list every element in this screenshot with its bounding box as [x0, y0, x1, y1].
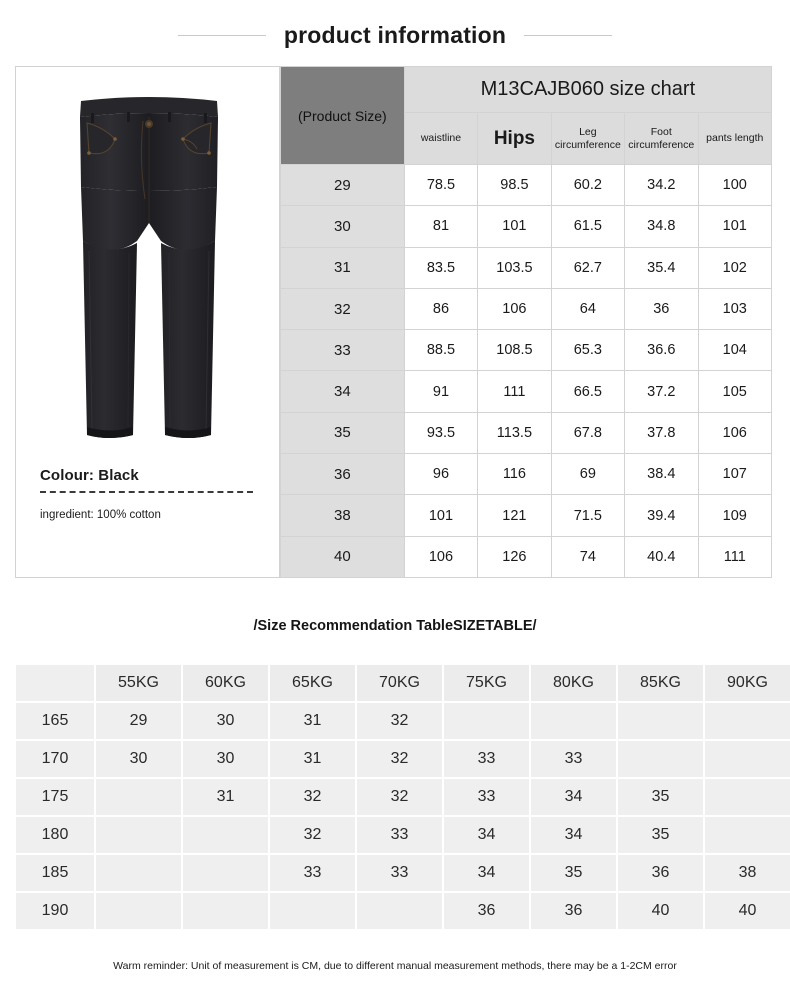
recommended-size-cell [705, 703, 790, 739]
column-header-waistline: waistline [404, 113, 477, 165]
measurement-cell: 111 [698, 536, 772, 577]
measurement-cell: 100 [698, 165, 772, 206]
recommendation-row [16, 741, 790, 777]
recommended-size-cell: 40 [618, 893, 703, 929]
column-header-pants-length: pants length [698, 113, 772, 165]
product-panel [15, 66, 280, 578]
height-row-header: 190 [16, 893, 94, 929]
weight-column-header: 90KG [705, 665, 790, 701]
size-chart-row [281, 330, 772, 371]
product-image [16, 73, 281, 465]
jeans-illustration [65, 91, 233, 447]
recommended-size-cell: 33 [357, 817, 442, 853]
measurement-cell: 121 [478, 495, 551, 536]
column-header-leg-circumference: Leg circumference [551, 113, 624, 165]
recommended-size-cell: 31 [270, 741, 355, 777]
recommended-size-cell [618, 703, 703, 739]
measurement-cell: 37.8 [625, 412, 698, 453]
measurement-cell: 74 [551, 536, 624, 577]
measurement-cell: 66.5 [551, 371, 624, 412]
weight-column-header: 75KG [444, 665, 529, 701]
recommended-size-cell: 36 [618, 855, 703, 891]
weight-column-header: 55KG [96, 665, 181, 701]
measurement-cell: 39.4 [625, 495, 698, 536]
recommended-size-cell [183, 855, 268, 891]
recommended-size-cell: 34 [531, 817, 616, 853]
size-recommendation-table [14, 663, 790, 931]
recommended-size-cell [357, 893, 442, 929]
measurement-cell: 98.5 [478, 165, 551, 206]
recommended-size-cell [96, 855, 181, 891]
measurement-cell: 91 [404, 371, 477, 412]
measurement-cell: 62.7 [551, 247, 624, 288]
measurement-cell: 103 [698, 288, 772, 329]
size-cell: 38 [281, 495, 405, 536]
footer-note: Warm reminder: Unit of measurement is CM, due to different manual measurement methods, there may be a 1-2CM error [113, 960, 677, 972]
recommended-size-cell [96, 893, 181, 929]
size-cell: 29 [281, 165, 405, 206]
recommendation-row [16, 855, 790, 891]
product-size-header: (Product Size) [281, 67, 405, 165]
recommended-size-cell: 38 [705, 855, 790, 891]
recommended-size-cell [531, 703, 616, 739]
size-chart-row [281, 412, 772, 453]
height-row-header: 165 [16, 703, 94, 739]
recommendation-corner-cell [16, 665, 94, 701]
recommended-size-cell [618, 741, 703, 777]
measurement-cell: 61.5 [551, 206, 624, 247]
measurement-cell: 126 [478, 536, 551, 577]
measurement-cell: 103.5 [478, 247, 551, 288]
recommended-size-cell: 32 [357, 741, 442, 777]
size-cell: 40 [281, 536, 405, 577]
product-colour-label: Colour: Black [40, 467, 139, 484]
recommended-size-cell: 33 [444, 779, 529, 815]
weight-column-header: 60KG [183, 665, 268, 701]
recommended-size-cell: 32 [357, 703, 442, 739]
title-rule-right [524, 35, 612, 36]
measurement-cell: 105 [698, 371, 772, 412]
recommended-size-cell: 32 [270, 817, 355, 853]
size-cell: 31 [281, 247, 405, 288]
recommended-size-cell: 33 [444, 741, 529, 777]
measurement-cell: 106 [698, 412, 772, 453]
size-chart-title-row [281, 67, 772, 113]
measurement-cell: 116 [478, 454, 551, 495]
measurement-cell: 34.8 [625, 206, 698, 247]
recommended-size-cell: 31 [270, 703, 355, 739]
measurement-cell: 38.4 [625, 454, 698, 495]
measurement-cell: 101 [698, 206, 772, 247]
measurement-cell: 64 [551, 288, 624, 329]
recommended-size-cell [96, 817, 181, 853]
height-row-header: 185 [16, 855, 94, 891]
recommended-size-cell: 35 [531, 855, 616, 891]
size-chart-row [281, 536, 772, 577]
measurement-cell: 78.5 [404, 165, 477, 206]
measurement-cell: 83.5 [404, 247, 477, 288]
recommendation-section-title: /Size Recommendation TableSIZETABLE/ [253, 618, 537, 634]
measurement-cell: 113.5 [478, 412, 551, 453]
recommended-size-cell: 31 [183, 779, 268, 815]
page-title-row [0, 22, 790, 49]
measurement-cell: 35.4 [625, 247, 698, 288]
size-recommendation-body [16, 665, 790, 929]
size-chart-table [280, 66, 772, 578]
size-chart-row [281, 288, 772, 329]
measurement-cell: 101 [478, 206, 551, 247]
size-chart-row [281, 247, 772, 288]
column-header-hips: Hips [478, 113, 551, 165]
measurement-cell: 40.4 [625, 536, 698, 577]
size-chart-row [281, 165, 772, 206]
page-title: product information [283, 22, 507, 48]
weight-column-header: 80KG [531, 665, 616, 701]
size-cell: 33 [281, 330, 405, 371]
recommendation-row [16, 817, 790, 853]
height-row-header: 175 [16, 779, 94, 815]
measurement-cell: 111 [478, 371, 551, 412]
size-chart-body [281, 67, 772, 578]
size-cell: 34 [281, 371, 405, 412]
recommended-size-cell [270, 893, 355, 929]
recommended-size-cell: 36 [444, 893, 529, 929]
size-cell: 30 [281, 206, 405, 247]
size-cell: 32 [281, 288, 405, 329]
size-chart-row [281, 371, 772, 412]
measurement-cell: 88.5 [404, 330, 477, 371]
weight-column-header: 70KG [357, 665, 442, 701]
recommended-size-cell: 34 [531, 779, 616, 815]
height-row-header: 170 [16, 741, 94, 777]
recommendation-row [16, 893, 790, 929]
measurement-cell: 101 [404, 495, 477, 536]
recommended-size-cell: 29 [96, 703, 181, 739]
recommended-size-cell [183, 893, 268, 929]
recommended-size-cell: 32 [270, 779, 355, 815]
title-rule-left [178, 35, 266, 36]
recommended-size-cell: 34 [444, 817, 529, 853]
measurement-cell: 86 [404, 288, 477, 329]
height-row-header: 180 [16, 817, 94, 853]
measurement-cell: 60.2 [551, 165, 624, 206]
measurement-cell: 104 [698, 330, 772, 371]
size-chart-row [281, 495, 772, 536]
measurement-cell: 37.2 [625, 371, 698, 412]
recommendation-row [16, 703, 790, 739]
measurement-cell: 102 [698, 247, 772, 288]
weight-column-header: 85KG [618, 665, 703, 701]
product-divider [40, 491, 253, 493]
recommended-size-cell: 32 [357, 779, 442, 815]
recommended-size-cell: 34 [444, 855, 529, 891]
recommended-size-cell: 35 [618, 779, 703, 815]
size-chart-title: M13CAJB060 size chart [404, 67, 771, 113]
recommended-size-cell [96, 779, 181, 815]
recommended-size-cell [705, 779, 790, 815]
measurement-cell: 109 [698, 495, 772, 536]
recommendation-header-row [16, 665, 790, 701]
measurement-cell: 106 [404, 536, 477, 577]
recommended-size-cell: 33 [531, 741, 616, 777]
measurement-cell: 69 [551, 454, 624, 495]
measurement-cell: 107 [698, 454, 772, 495]
recommended-size-cell [444, 703, 529, 739]
measurement-cell: 93.5 [404, 412, 477, 453]
column-header-foot-circumference: Foot circumference [625, 113, 698, 165]
measurement-cell: 106 [478, 288, 551, 329]
measurement-cell: 36.6 [625, 330, 698, 371]
size-chart-row [281, 206, 772, 247]
size-cell: 35 [281, 412, 405, 453]
weight-column-header: 65KG [270, 665, 355, 701]
recommended-size-cell: 36 [531, 893, 616, 929]
recommended-size-cell: 33 [270, 855, 355, 891]
recommended-size-cell [705, 741, 790, 777]
recommended-size-cell [183, 817, 268, 853]
measurement-cell: 96 [404, 454, 477, 495]
product-ingredient-label: ingredient: 100% cotton [40, 509, 161, 521]
recommended-size-cell: 30 [183, 741, 268, 777]
measurement-cell: 108.5 [478, 330, 551, 371]
measurement-cell: 81 [404, 206, 477, 247]
measurement-cell: 65.3 [551, 330, 624, 371]
measurement-cell: 34.2 [625, 165, 698, 206]
recommended-size-cell: 33 [357, 855, 442, 891]
recommended-size-cell [705, 817, 790, 853]
recommended-size-cell: 30 [96, 741, 181, 777]
measurement-cell: 36 [625, 288, 698, 329]
size-chart-row [281, 454, 772, 495]
recommended-size-cell: 35 [618, 817, 703, 853]
measurement-cell: 67.8 [551, 412, 624, 453]
size-cell: 36 [281, 454, 405, 495]
top-block [15, 66, 772, 578]
recommendation-row [16, 779, 790, 815]
measurement-cell: 71.5 [551, 495, 624, 536]
recommended-size-cell: 40 [705, 893, 790, 929]
recommended-size-cell: 30 [183, 703, 268, 739]
